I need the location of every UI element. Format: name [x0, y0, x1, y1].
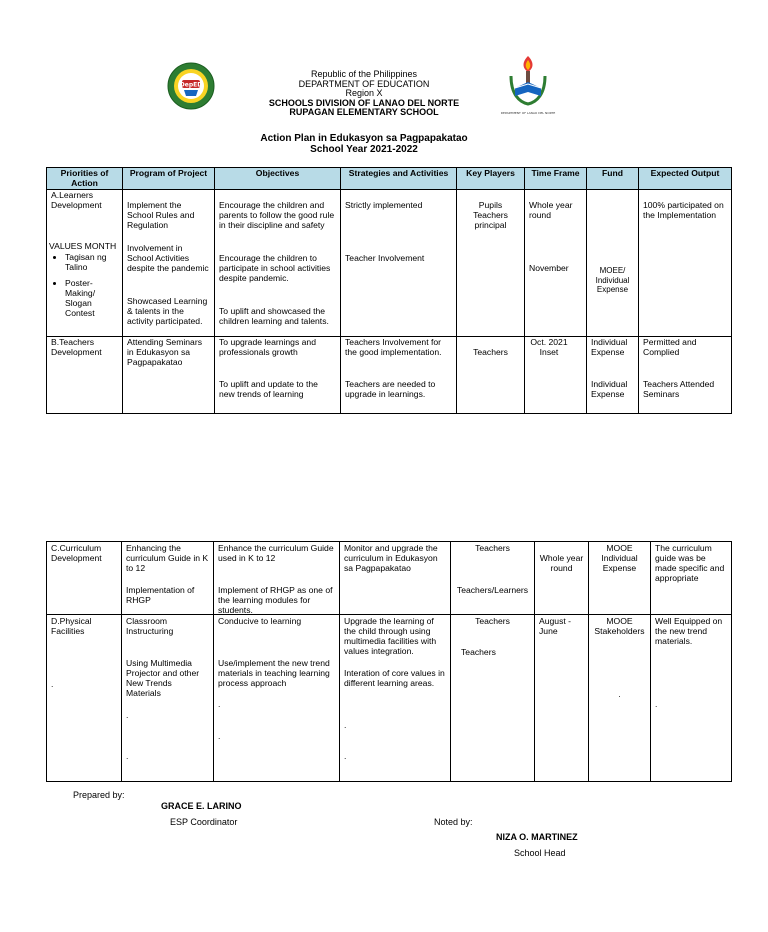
objective-participate: Encourage the children to participate in school activities despite pandemic. — [219, 253, 331, 283]
action-plan-table-1 — [46, 167, 732, 414]
header-key-players: Key Players — [457, 168, 525, 190]
objective-rules: Encourage the children and parents to follow the good rule in their discipline and safety — [219, 200, 335, 230]
header-department: DEPARTMENT OF EDUCATION — [298, 78, 430, 89]
program-rhgp: Implementation of RHGP — [126, 585, 195, 605]
strategy-teachers-involvement: Teachers Involvement for the good implementation. — [345, 337, 442, 357]
document-title: Action Plan in Edukasyon sa Pagpapakatao — [260, 133, 468, 144]
program-involvement: Involvement in School Activities despite the pandemic — [127, 243, 209, 273]
header-program: Program of Project — [123, 168, 215, 190]
time-whole-year: Whole year round — [529, 200, 573, 220]
list-item: • Tagisan ng Talino — [65, 252, 118, 272]
action-plan-table-2 — [46, 541, 732, 782]
dot-mark: . — [344, 751, 347, 761]
program-classroom: Classroom Instructuring — [126, 616, 174, 636]
time-whole-year-c: Whole year round — [539, 553, 584, 573]
program-rules: Implement the School Rules and Regulation — [127, 200, 195, 230]
document-subtitle: School Year 2021-2022 — [310, 144, 418, 155]
objective-enhance: Enhance the curriculum Guide used in K to 12 — [218, 543, 334, 563]
prepared-by-name: GRACE E. LARINO — [161, 801, 242, 811]
prepared-by-label: Prepared by: — [73, 790, 125, 800]
fund-mooe-individual: MOOE Individual Expense — [601, 543, 638, 573]
table-row — [47, 542, 732, 615]
objective-rhgp: Implement of RHGP as one of the learning modules for students. — [218, 585, 333, 615]
priority-teachers: B.Teachers Development — [51, 337, 102, 357]
header-objectives: Objectives — [215, 168, 341, 190]
dot-mark: . — [344, 720, 347, 730]
objective-update: To uplift and update to the new trends of learning — [219, 379, 318, 399]
priority-physical: D.Physical Facilities — [51, 616, 92, 636]
document-header — [214, 70, 514, 118]
strategy-teachers-upgrade: Teachers are needed to upgrade in learnings. — [345, 379, 436, 399]
objective-uplift: To uplift and showcased the children learning and talents. — [219, 306, 329, 326]
players-teachers-learners: Teachers/Learners — [456, 585, 529, 595]
header-region: Region X — [345, 88, 383, 98]
table-row — [47, 337, 732, 414]
time-november: November — [529, 263, 569, 273]
svg-text:DEPARTMENT OF LANAO DEL NORTE: DEPARTMENT OF LANAO DEL NORTE — [500, 111, 556, 115]
objective-use-implement: Use/implement the new trend materials in teaching learning process approach — [218, 658, 330, 688]
noted-by-role: School Head — [514, 848, 566, 858]
players-teachers: Teachers — [473, 347, 508, 357]
priority-curriculum: C.Curriculum Development — [51, 543, 102, 563]
svg-text:DepED: DepED — [179, 81, 203, 89]
players-teachers-c: Teachers — [475, 543, 510, 553]
dot-mark: . — [51, 679, 54, 689]
time-oct-inset: Oct. 2021 Inset — [530, 337, 568, 357]
program-multimedia: Using Multimedia Projector and other New Trends Materials — [126, 658, 200, 698]
players-pupils: Pupils Teachers principal — [473, 200, 508, 230]
dot-mark: . — [618, 689, 621, 699]
values-month-label: VALUES MONTH — [49, 241, 117, 251]
output-permitted: Permitted and Complied — [643, 337, 697, 357]
header-republic: Republic of the Philippines — [310, 69, 418, 79]
header-priorities: Priorities of Action — [47, 168, 123, 190]
header-school: RUPAGAN ELEMENTARY SCHOOL — [289, 107, 439, 117]
strategy-upgrade-learning: Upgrade the learning of the child through using multimedia facilities with values integration. — [344, 616, 437, 656]
output-attended: Teachers Attended Seminars — [643, 379, 715, 399]
strategy-involvement: Teacher Involvement — [345, 253, 425, 263]
strategy-strict: Strictly implemented — [345, 200, 423, 210]
output-participated: 100% participated on the Implementation — [643, 200, 724, 220]
program-seminars: Attending Seminars in Edukasyon sa Pagpapakatao — [127, 337, 202, 367]
deped-seal-logo — [167, 62, 215, 110]
players-teachers-d2: Teachers — [461, 647, 496, 657]
dot-mark: . — [655, 699, 658, 709]
output-well-equipped: Well Equipped on the new trend materials. — [655, 616, 723, 646]
noted-by-label: Noted by: — [434, 817, 473, 827]
players-teachers-d1: Teachers — [475, 616, 510, 626]
objective-upgrade: To upgrade learnings and professionals growth — [219, 337, 316, 357]
program-enhancing: Enhancing the curriculum Guide in K to 12 — [126, 543, 209, 573]
table-row — [47, 190, 732, 337]
fund-individual-2: Individual Expense — [591, 379, 628, 399]
header-strategies: Strategies and Activities — [341, 168, 457, 190]
header-time-frame: Time Frame — [525, 168, 587, 190]
header-division: SCHOOLS DIVISION OF LANAO DEL NORTE — [268, 97, 460, 108]
header-expected-output: Expected Output — [639, 168, 732, 190]
noted-by-name: NIZA O. MARTINEZ — [496, 832, 578, 842]
fund-moee: MOEE/ Individual Expense — [595, 266, 630, 294]
objective-conducive: Conducive to learning — [218, 616, 302, 626]
table-row — [47, 615, 732, 782]
header-fund: Fund — [587, 168, 639, 190]
program-showcased: Showcased Learning & talents in the activity participated. — [127, 296, 208, 326]
fund-individual-1: Individual Expense — [591, 337, 628, 357]
strategy-monitor: Monitor and upgrade the curriculum in Edukasyon sa Pagpapakatao — [344, 543, 438, 573]
output-curriculum: The curriculum guide was be made specific and appropriate — [655, 543, 725, 583]
time-august-june: August - June — [539, 616, 572, 636]
fund-mooe-stakeholders: MOOE Stakeholders — [594, 616, 645, 636]
strategy-interation: Interation of core values in different learning areas. — [344, 668, 445, 688]
dot-mark: . — [126, 751, 129, 761]
dot-mark: . — [218, 731, 221, 741]
values-month-list — [51, 252, 118, 324]
list-item: • Poster-Making/ Slogan Contest — [65, 278, 118, 318]
prepared-by-role: ESP Coordinator — [170, 817, 238, 827]
dot-mark: . — [126, 710, 129, 720]
dot-mark: . — [218, 699, 221, 709]
priority-learners: A.Learners Development — [51, 190, 102, 210]
